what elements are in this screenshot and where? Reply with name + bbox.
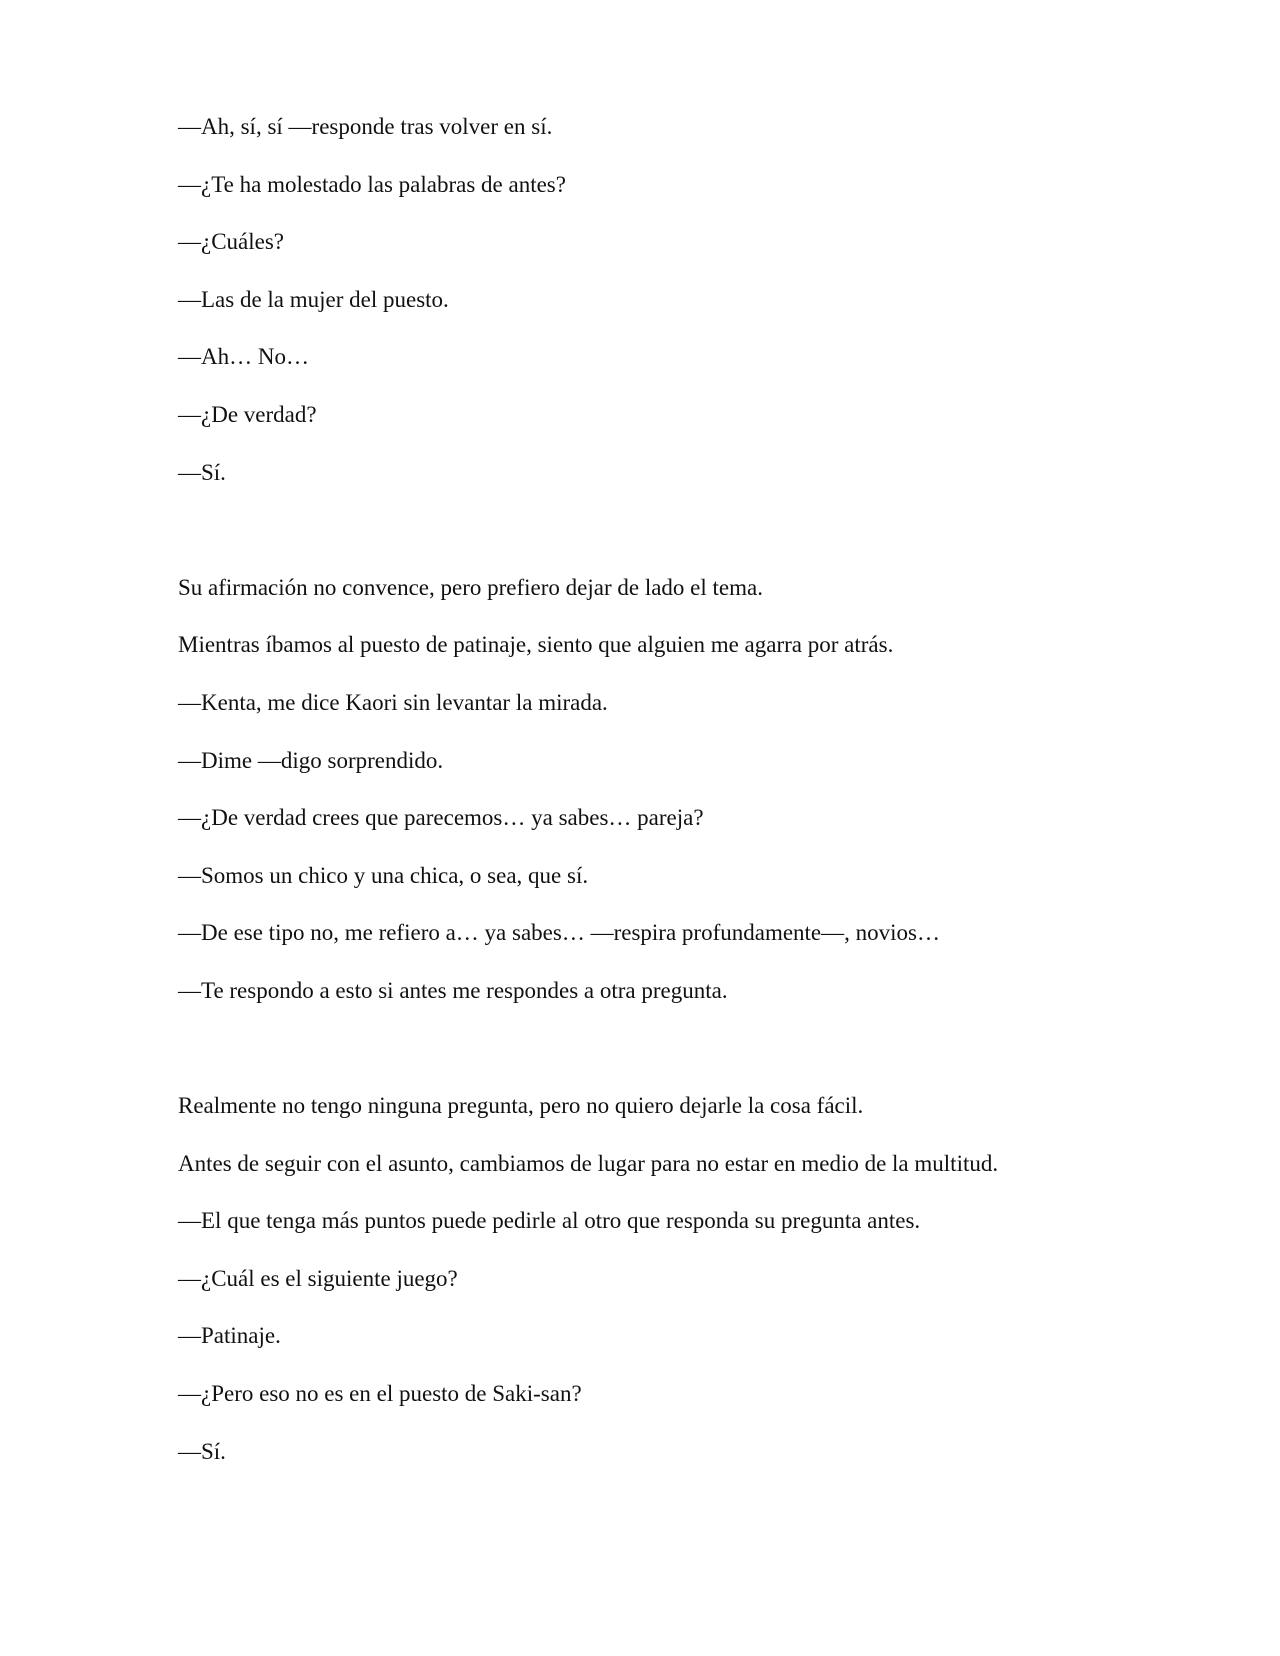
dialogue-line: —Ah, sí, sí —responde tras volver en sí. [178, 114, 553, 139]
dialogue-line: —Patinaje. [178, 1323, 281, 1349]
paragraph-break [178, 1034, 1158, 1092]
dialogue-line: —Dime —digo sorprendido. [178, 747, 444, 773]
narration-line: Antes de seguir con el asunto, cambiamos de lugar para no estar en medio de la multitud. [178, 1150, 999, 1176]
paragraph-break [178, 515, 1158, 573]
dialogue-line: —Sí. [178, 459, 226, 485]
dialogue-line: —¿Te ha molestado las palabras de antes? [178, 171, 566, 197]
dialogue-line: —¿Pero eso no es en el puesto de Saki-san? [178, 1381, 582, 1407]
dialogue-line: —Kenta, me dice Kaori sin levantar la mirada. [178, 689, 608, 715]
narration-line: Realmente no tengo ninguna pregunta, pero no quiero dejarle la cosa fácil. [178, 1093, 864, 1119]
dialogue-line: —Te respondo a esto si antes me respondes a otra pregunta. [178, 977, 728, 1003]
document-body [178, 112, 1158, 1494]
narration-line: Su afirmación no convence, pero prefiero dejar de lado el tema. [178, 574, 763, 600]
dialogue-line: —Las de la mujer del puesto. [178, 286, 449, 312]
dialogue-line: —Somos un chico y una chica, o sea, que sí. [178, 862, 589, 888]
dialogue-line: —¿De verdad crees que parecemos… ya sabes… pareja? [178, 805, 704, 831]
dialogue-line: —Sí. [178, 1438, 226, 1464]
dialogue-line: —El que tenga más puntos puede pedirle al otro que responda su pregunta antes. [178, 1208, 921, 1234]
dialogue-line: —¿De verdad? [178, 401, 317, 427]
dialogue-line: —Ah… No… [178, 344, 309, 370]
dialogue-line: —De ese tipo no, me refiero a… ya sabes… —respira profundamente—, novios… [178, 920, 940, 946]
dialogue-line: —¿Cuál es el siguiente juego? [178, 1265, 458, 1291]
narration-line: Mientras íbamos al puesto de patinaje, siento que alguien me agarra por atrás. [178, 632, 894, 658]
dialogue-line: —¿Cuáles? [178, 229, 285, 255]
